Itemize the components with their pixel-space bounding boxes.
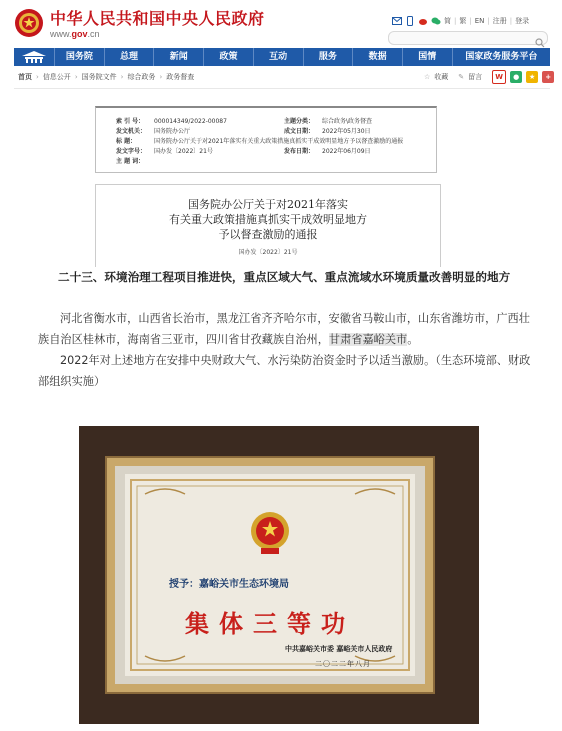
weibo-share-icon[interactable]: W <box>492 70 506 84</box>
paragraph-incentive-text: 2022年对上述地方在安排中央财政大气、水污染防治资金时予以适当激励。（生态环境部、财政部组织实施） <box>38 354 531 388</box>
plaque-board <box>125 474 415 676</box>
breadcrumb-home[interactable]: 首页 <box>18 73 32 81</box>
plaque-frame <box>105 456 435 694</box>
category-label: 主题分类： <box>284 118 315 125</box>
star-icon[interactable]: ☆ <box>424 73 431 81</box>
breadcrumb <box>18 72 194 82</box>
publish-date-value: 2022年06月09日 <box>322 148 371 155</box>
search-icon[interactable] <box>535 33 545 43</box>
wechat-icon[interactable] <box>431 16 441 26</box>
nav-interaction[interactable]: 互动 <box>254 48 304 66</box>
register-link[interactable]: 注册 <box>492 17 507 25</box>
document-title-line-1: 国务院办公厅关于对2021年落实 <box>188 198 348 211</box>
document-title-line-2: 有关重大政策措施真抓实干成效明显地方 <box>169 213 367 226</box>
lang-traditional[interactable]: 繁 <box>459 17 467 25</box>
mobile-icon[interactable] <box>405 16 415 26</box>
breadcrumb-info-disclosure[interactable]: 信息公开 <box>42 73 71 81</box>
weibo-icon[interactable] <box>418 16 428 26</box>
chevron-right-icon: › <box>74 73 78 81</box>
chevron-right-icon: › <box>159 73 163 81</box>
index-label: 索 引 号： <box>116 118 145 125</box>
paragraph-cities-text: 河北省衡水市，山西省长治市，黑龙江省齐齐哈尔市，安徽省马鞍山市，山东省潍坊市，广西壮族自治区桂林市，海南省三亚市，四川省甘孜藏族自治州， <box>38 312 530 346</box>
chevron-right-icon: › <box>36 73 39 81</box>
highlighted-city: 甘肃省嘉峪关市 <box>328 332 408 346</box>
nav-gov-service-platform[interactable]: 国家政务服务平台 <box>465 52 538 62</box>
nav-policy[interactable]: 政策 <box>204 48 254 66</box>
nav-state-council[interactable]: 国务院 <box>55 48 105 66</box>
title-value: 国务院办公厅关于对2021年落实有关重大政策措施真抓实干成效明显地方予以督查激励的通报 <box>154 138 404 145</box>
index-value: 000014349/2022-00087 <box>154 118 227 125</box>
paragraph-cities: 河北省衡水市，山西省长治市，黑龙江省齐齐哈尔市，安徽省马鞍山市，山东省潍坊市，广西壮族自治区桂林市，海南省三亚市，四川省甘孜藏族自治州，甘肃省嘉峪关市。 <box>38 312 530 346</box>
docno-label: 发文字号： <box>116 148 147 155</box>
chevron-right-icon: › <box>120 73 124 81</box>
site-url: www.gov.cn <box>50 29 100 39</box>
nav-national-conditions[interactable]: 国情 <box>403 48 453 66</box>
page-tools <box>424 70 554 84</box>
main-nav <box>14 48 550 66</box>
more-share-icon[interactable]: + <box>542 71 554 83</box>
favorite-link[interactable]: 收藏 <box>434 73 449 81</box>
breadcrumb-supervision[interactable]: 政务督查 <box>166 73 195 81</box>
document-number: 国办发〔2022〕21号 <box>238 249 298 256</box>
award-title: 集体三等功 <box>185 609 355 638</box>
national-emblem-icon <box>249 510 291 556</box>
award-issuer: 中共嘉峪关市委 嘉峪关市人民政府 <box>285 645 393 653</box>
publish-date-label: 发布日期： <box>284 148 315 155</box>
wechat-share-icon[interactable]: ● <box>510 71 522 83</box>
issuer-value: 国务院办公厅 <box>154 128 191 135</box>
login-link[interactable]: 登录 <box>515 17 530 25</box>
nav-home-icon[interactable] <box>14 48 55 66</box>
written-date-label: 成文日期： <box>284 128 315 135</box>
nav-news[interactable]: 新闻 <box>154 48 204 66</box>
comment-link[interactable]: 留言 <box>468 73 483 81</box>
document-title-line-3: 予以督查激励的通报 <box>218 228 318 241</box>
nav-service[interactable]: 服务 <box>304 48 354 66</box>
national-emblem-icon[interactable] <box>14 8 44 38</box>
award-date: 二〇二二年八月 <box>315 660 371 668</box>
nav-data[interactable]: 数据 <box>353 48 403 66</box>
award-recipient: 授予：嘉峪关市生态环境局 <box>169 579 289 590</box>
title-label: 标 题： <box>116 138 137 145</box>
lang-english[interactable]: EN <box>474 17 485 25</box>
pencil-icon[interactable]: ✎ <box>458 73 465 81</box>
lang-simplified[interactable]: 简 <box>444 17 451 25</box>
issuer-label: 发文机关： <box>116 128 147 135</box>
site-title[interactable]: 中华人民共和国中央人民政府 <box>50 9 265 28</box>
docno-value: 国办发〔2022〕21号 <box>154 148 213 155</box>
nav-premier[interactable]: 总理 <box>105 48 155 66</box>
mail-icon[interactable] <box>392 16 402 26</box>
subject-label: 主 题 词： <box>116 158 145 165</box>
search-input[interactable] <box>388 31 548 45</box>
section-heading: 二十三、环境治理工程项目推进快，重点区域大气、重点流域水环境质量改善明显的地方 <box>58 270 511 284</box>
written-date-value: 2022年05月30日 <box>322 128 371 135</box>
award-plaque-photo <box>79 426 479 724</box>
paragraph-incentive <box>38 351 534 392</box>
top-links: 简 | 繁 | EN | 注册 | 登录 <box>392 15 529 27</box>
category-value: 综合政务\政务督查 <box>322 118 373 125</box>
breadcrumb-state-council-docs[interactable]: 国务院文件 <box>81 73 117 81</box>
breadcrumb-general-affairs[interactable]: 综合政务 <box>127 73 156 81</box>
document-title-box <box>95 184 441 267</box>
qzone-share-icon[interactable]: ★ <box>526 71 538 83</box>
document-info-table <box>95 106 437 173</box>
